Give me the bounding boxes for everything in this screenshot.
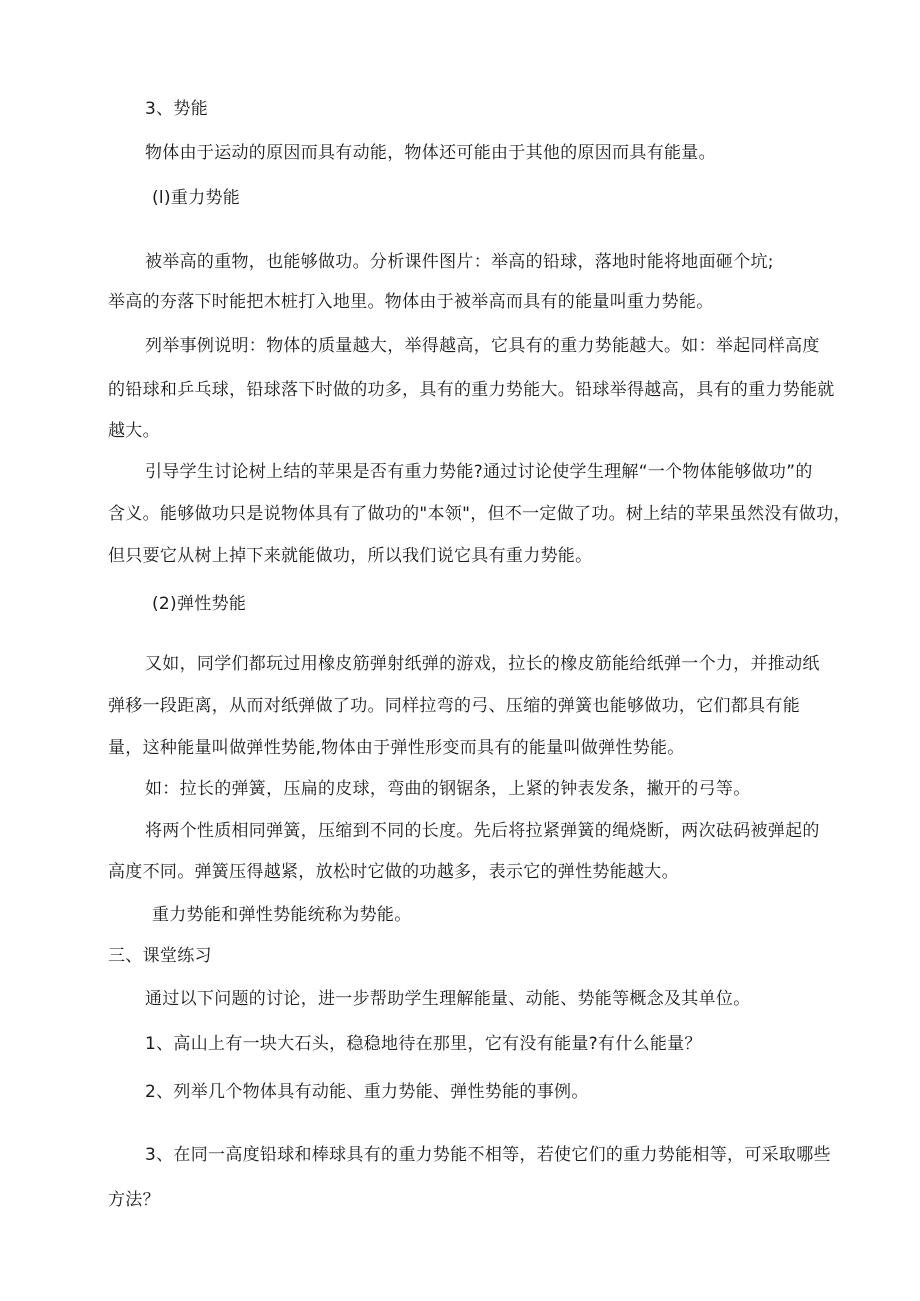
paragraph-line: 越大。 <box>108 421 160 441</box>
paragraph-line: 的铅球和乒乓球，铅球落下时做的功多，具有的重力势能大。铅球举得越高，具有的重力势能就 <box>108 380 835 400</box>
subheading-gravitational-potential-energy: (l)重力势能 <box>152 188 241 208</box>
paragraph-line: 举高的夯落下时能把木桩打入地里。物体由于被举高而具有的能量叫重力势能。 <box>108 292 714 312</box>
paragraph-line: 引导学生讨论树上结的苹果是否有重力势能?通过讨论使学生理解“一个物体能够做功”的 <box>145 462 813 482</box>
paragraph-line: 列举事例说明：物体的质量越大，举得越高，它具有的重力势能越大。如：举起同样高度 <box>145 336 820 356</box>
paragraph-line: 方法？ <box>108 1190 160 1210</box>
paragraph-line: 弹移一段距离，从而对纸弹做了功。同样拉弯的弓、压缩的弹簧也能够做功，它们都具有能 <box>108 696 800 716</box>
paragraph-line: 高度不同。弹簧压得越紧，放松时它做的功越多，表示它的弹性势能越大。 <box>108 862 679 882</box>
exercise-question-3: 3、在同一高度铅球和棒球具有的重力势能不相等，若使它们的重力势能相等，可采取哪些 <box>145 1145 831 1165</box>
paragraph-line: 但只要它从树上掉下来就能做功，所以我们说它具有重力势能。 <box>108 546 593 566</box>
section-heading-potential-energy: 3、势能 <box>145 99 209 119</box>
paragraph-line: 通过以下问题的讨论，进一步帮助学生理解能量、动能、势能等概念及其单位。 <box>145 989 751 1009</box>
subheading-elastic-potential-energy: (2)弹性势能 <box>152 594 247 614</box>
exercise-question-1: 1、高山上有一块大石头，稳稳地待在那里，它有没有能量?有什么能量？ <box>145 1034 702 1054</box>
paragraph-line: 又如，同学们都玩过用橡皮筋弹射纸弹的游戏，拉长的橡皮筋能给纸弹一个力，并推动纸 <box>145 654 820 674</box>
paragraph-line: 重力势能和弹性势能统称为势能。 <box>152 905 412 925</box>
paragraph-line: 如：拉长的弹簧，压扁的皮球，弯曲的钢锯条，上紧的钟表发条，撇开的弓等。 <box>145 779 751 799</box>
paragraph-line: 量，这种能量叫做弹性势能,物体由于弹性形变而具有的能量叫做弹性势能。 <box>108 738 685 758</box>
exercise-question-2: 2、列举几个物体具有动能、重力势能、弹性势能的事例。 <box>145 1082 589 1102</box>
paragraph-line: 含义。能够做功只是说物体具有了做功的"本领"，但不一定做了功。树上结的苹果虽然没有做功， <box>108 504 851 524</box>
paragraph-line: 物体由于运动的原因而具有动能，物体还可能由于其他的原因而具有能量。 <box>145 143 716 163</box>
paragraph-line: 被举高的重物，也能够做功。分析课件图片：举高的铅球，落地时能将地面砸个坑; <box>145 252 774 272</box>
section-heading-classroom-practice: 三、课堂练习 <box>108 946 212 966</box>
paragraph-line: 将两个性质相同弹簧，压缩到不同的长度。先后将拉紧弹簧的绳烧断，两次砝码被弹起的 <box>145 821 820 841</box>
